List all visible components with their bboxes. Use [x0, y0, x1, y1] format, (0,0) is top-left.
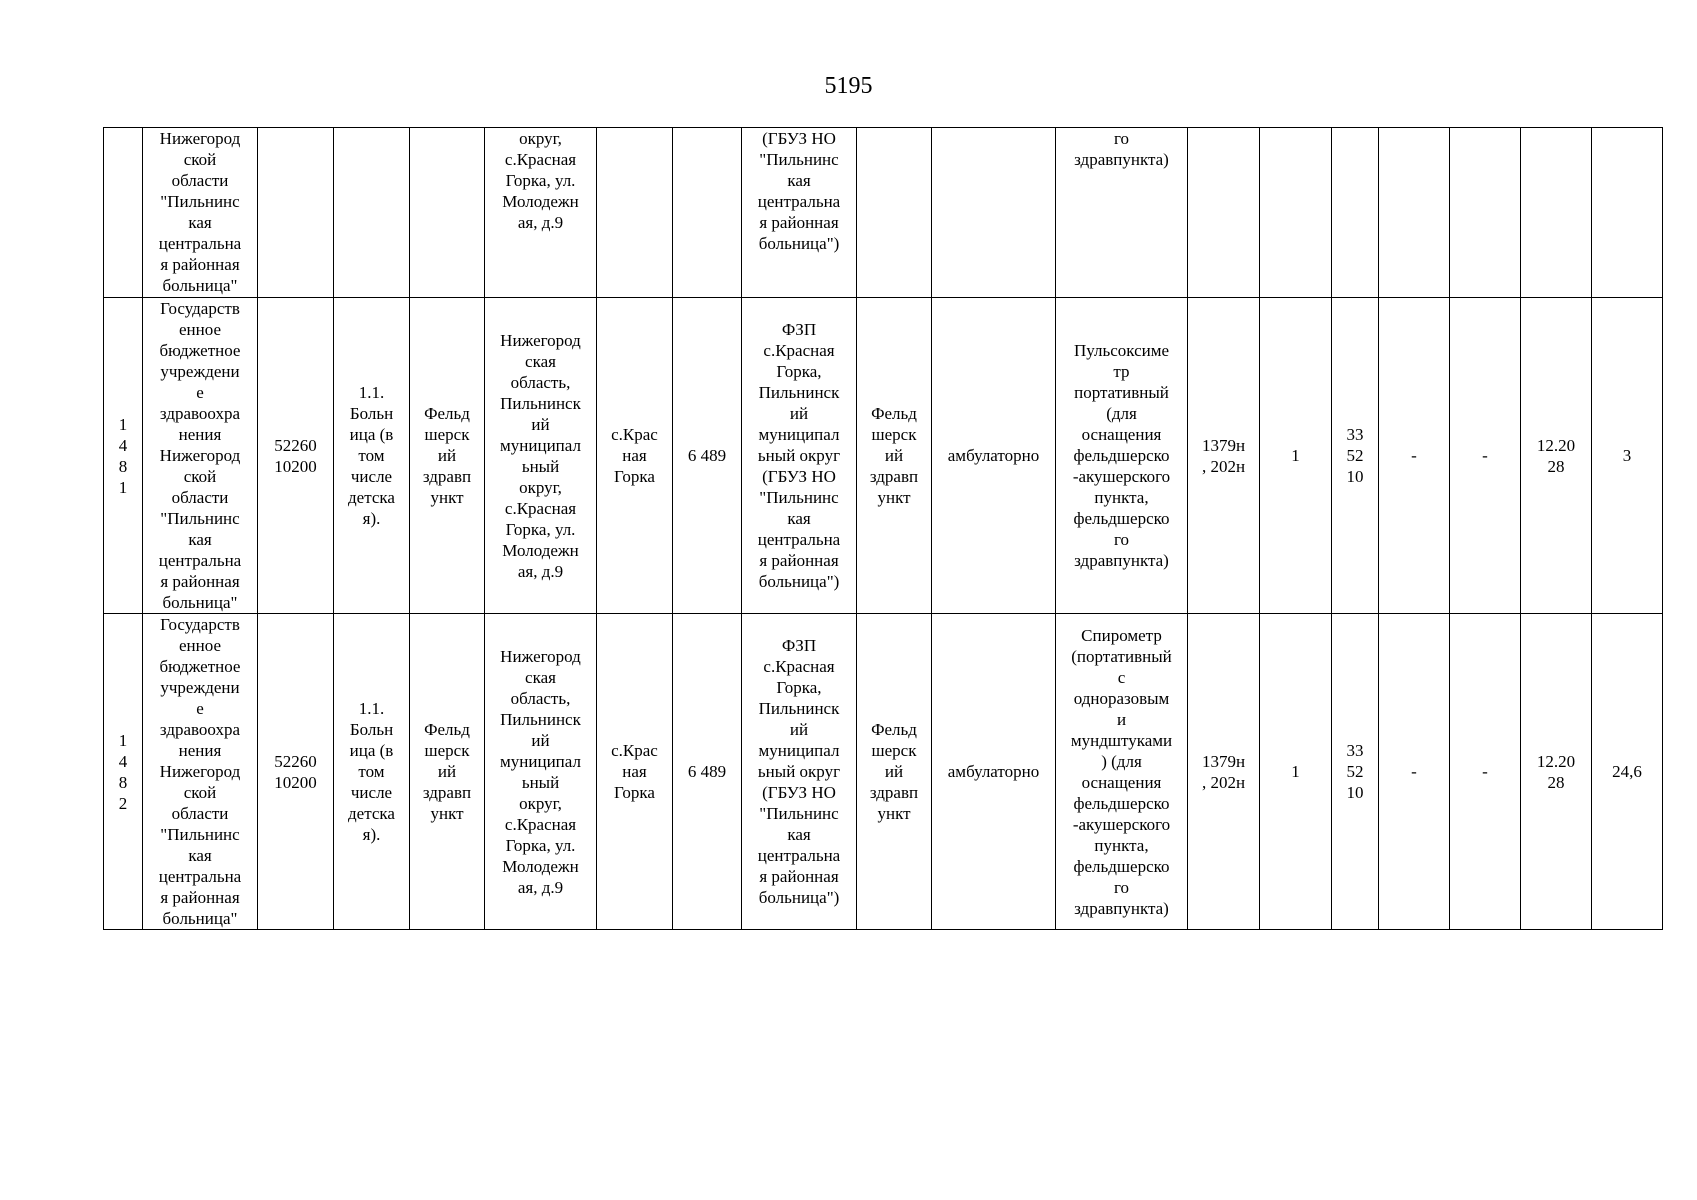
- cell-population: [673, 128, 742, 298]
- cell-care-form: амбулаторно: [932, 298, 1056, 614]
- cell-address: округ, с.Красная Горка, ул. Молодежн ая, д.9: [485, 128, 597, 298]
- cell-population: 6 489: [673, 614, 742, 930]
- table-row: [104, 614, 1663, 930]
- cell-col-16: -: [1379, 614, 1450, 930]
- cell-unit-type: Фельд шерск ий здравп ункт: [410, 614, 485, 930]
- cell-address: Нижегород ская область, Пильнинск ий муниципал ьный округ, с.Красная Горка, ул. Молодежн ая, д.9: [485, 614, 597, 930]
- table-row: [104, 298, 1663, 614]
- cell-order: [1188, 128, 1260, 298]
- cell-order: 1379н , 202н: [1188, 614, 1260, 930]
- cell-number: 1 4 8 2: [104, 614, 143, 930]
- cell-locality: с.Крас ная Горка: [597, 298, 673, 614]
- cell-code: 52260 10200: [258, 298, 334, 614]
- cell-quantity: 1: [1260, 614, 1332, 930]
- cell-organization: Государств енное бюджетное учреждени е здравоохра нения Нижегород ской области "Пильнинс кая центральна я районная больница": [143, 298, 258, 614]
- cell-date: [1521, 128, 1592, 298]
- cell-facility-type: Фельд шерск ий здравп ункт: [857, 614, 932, 930]
- table-row-continued: [104, 128, 1663, 298]
- cell-amount: 24,6: [1592, 614, 1663, 930]
- cell-facility-type: Фельд шерск ий здравп ункт: [857, 298, 932, 614]
- cell-organization: Государств енное бюджетное учреждени е здравоохра нения Нижегород ской области "Пильнинс кая центральна я районная больница": [143, 614, 258, 930]
- cell-organization: Нижегород ской области "Пильнинс кая центральна я районная больница": [143, 128, 258, 298]
- cell-col-16: -: [1379, 298, 1450, 614]
- cell-facility: ФЗП с.Красная Горка, Пильнинск ий муниципал ьный округ (ГБУЗ НО "Пильнинс кая центральна я районная больница"): [742, 298, 857, 614]
- cell-code-okpd: [1332, 128, 1379, 298]
- cell-code: 52260 10200: [258, 614, 334, 930]
- cell-col-17: -: [1450, 614, 1521, 930]
- cell-code-okpd: 33 52 10: [1332, 614, 1379, 930]
- cell-care-form: [932, 128, 1056, 298]
- cell-quantity: [1260, 128, 1332, 298]
- cell-quantity: 1: [1260, 298, 1332, 614]
- cell-number: [104, 128, 143, 298]
- cell-col-17: [1450, 128, 1521, 298]
- cell-category: 1.1. Больн ица (в том числе детска я).: [334, 298, 410, 614]
- cell-code-okpd: 33 52 10: [1332, 298, 1379, 614]
- cell-locality: [597, 128, 673, 298]
- cell-equipment: Пульсоксиме тр портативный (для оснащения фельдшерско -акушерского пункта, фельдшерско го здравпункта): [1056, 298, 1188, 614]
- cell-facility: (ГБУЗ НО "Пильнинс кая центральна я районная больница"): [742, 128, 857, 298]
- cell-amount: 3: [1592, 298, 1663, 614]
- cell-facility-type: [857, 128, 932, 298]
- cell-order: 1379н , 202н: [1188, 298, 1260, 614]
- cell-locality: с.Крас ная Горка: [597, 614, 673, 930]
- cell-code: [258, 128, 334, 298]
- cell-date: 12.20 28: [1521, 298, 1592, 614]
- cell-equipment: го здравпункта): [1056, 128, 1188, 298]
- equipment-table: [103, 127, 1663, 930]
- cell-col-17: -: [1450, 298, 1521, 614]
- cell-population: 6 489: [673, 298, 742, 614]
- cell-address: Нижегород ская область, Пильнинск ий муниципал ьный округ, с.Красная Горка, ул. Молодежн ая, д.9: [485, 298, 597, 614]
- cell-care-form: амбулаторно: [932, 614, 1056, 930]
- cell-facility: ФЗП с.Красная Горка, Пильнинск ий муниципал ьный округ (ГБУЗ НО "Пильнинс кая центральна я районная больница"): [742, 614, 857, 930]
- cell-equipment: Спирометр (портативный с одноразовым и мундштуками ) (для оснащения фельдшерско -акушерского пункта, фельдшерско го здравпункта): [1056, 614, 1188, 930]
- cell-category: [334, 128, 410, 298]
- cell-category: 1.1. Больн ица (в том числе детска я).: [334, 614, 410, 930]
- page-number: 5195: [824, 73, 873, 99]
- cell-number: 1 4 8 1: [104, 298, 143, 614]
- cell-col-16: [1379, 128, 1450, 298]
- cell-unit-type: Фельд шерск ий здравп ункт: [410, 298, 485, 614]
- cell-amount: [1592, 128, 1663, 298]
- cell-unit-type: [410, 128, 485, 298]
- cell-date: 12.20 28: [1521, 614, 1592, 930]
